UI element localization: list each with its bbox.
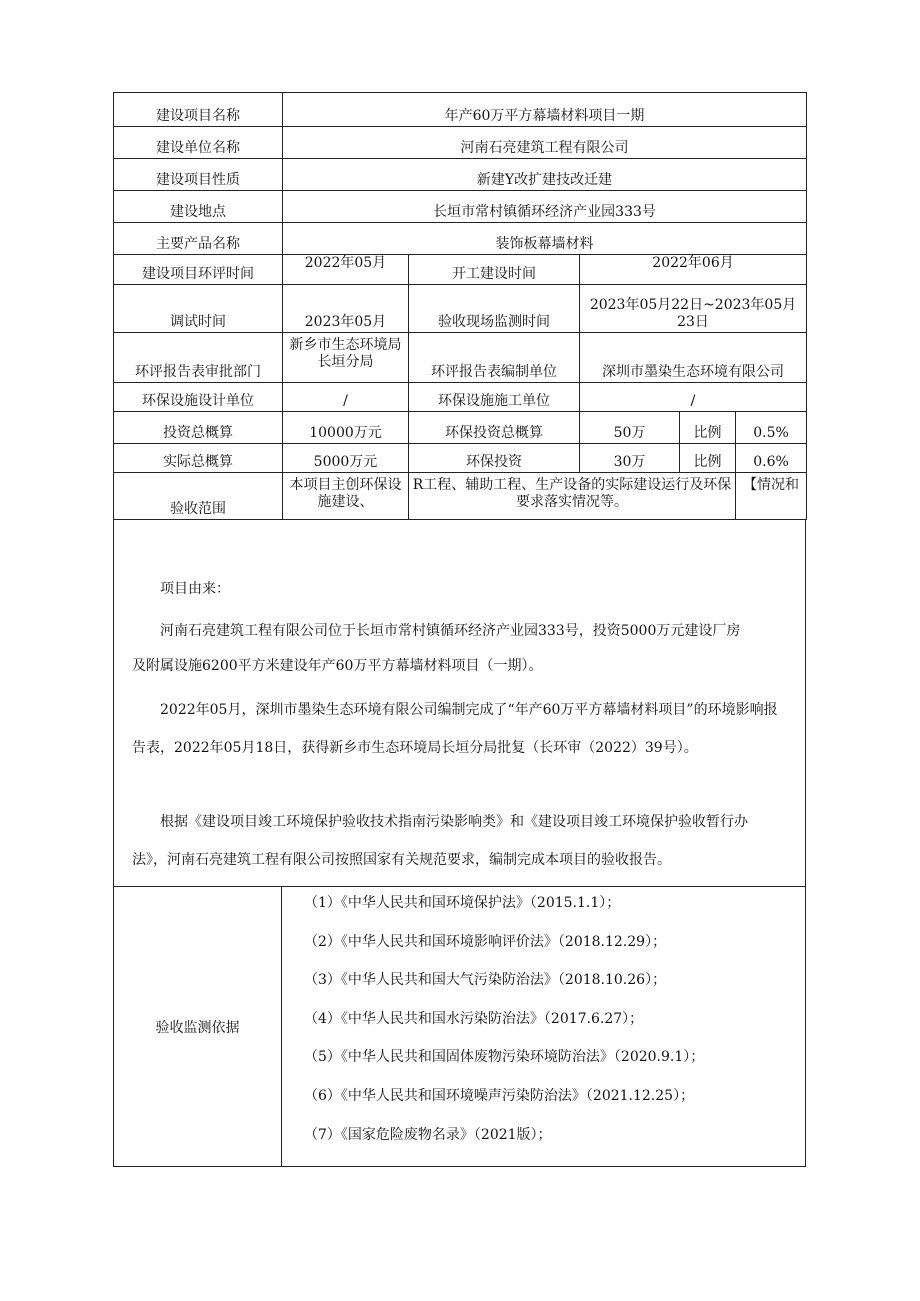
debug-time-label: 调试时间 [114,285,283,333]
table-row [114,473,807,520]
design-unit-value: / [283,383,409,412]
project-name-label: 建设项目名称 [114,93,283,127]
product-value: 装饰板幕墙材料 [283,223,807,255]
list-item: （7）《国家危险废物名录》（2021版）； [304,1126,552,1143]
env-invest-est-label: 环保投资总概算 [409,412,580,444]
ratio-label: 比例 [680,412,736,444]
list-item: （3）《中华人民共和国大气污染防治法》（2018.10.26）； [304,972,667,989]
monitor-time-label: 验收现场监测时间 [409,285,580,333]
scope-label: 验收范围 [114,473,283,520]
start-time-value: 2022年06月 [580,255,807,285]
list-item: （5）《中华人民共和国固体废物污染环境防治法》（2020.9.1）； [304,1049,705,1066]
actual-total-label: 实际总概算 [114,444,283,473]
approval-dept-value: 新乡市生态环境局长垣分局 [283,333,409,383]
ratio-label: 比例 [680,444,736,473]
project-origin-section [113,520,806,887]
product-label: 主要产品名称 [114,223,283,255]
compile-unit-label: 环评报告表编制单位 [409,333,580,383]
ratio-value: 0.6% [736,444,807,473]
list-item: （6）《中华人民共和国环境噪声污染防治法》（2021.12.25）； [304,1087,695,1104]
nature-label: 建设项目性质 [114,159,283,191]
intro-paragraph-1: 河南石亮建筑工程有限公司位于长垣市常村镇循环经济产业园333号，投资5000万元建设厂房及附属设施6200平方米建设年产60万平方幕墙材料项目（一期）。 [132,623,741,674]
table-row [114,285,807,333]
env-invest-est-value: 50万 [580,412,680,444]
table-row [114,191,807,223]
approval-dept-label: 环评报告表审批部门 [114,333,283,383]
section-heading: 项目由来： [160,581,230,597]
project-info-table [113,92,807,520]
basis-list [304,893,704,1163]
unit-label: 建设单位名称 [114,127,283,159]
scope-part-3: 【情况和 [736,473,807,520]
start-time-label: 开工建设时间 [409,255,580,285]
table-row [114,255,807,285]
list-item: （1）《中华人民共和国环境保护法》（2015.1.1）； [304,895,621,911]
monitor-time-value: 2023年05月22日~2023年05月23日 [580,285,807,333]
design-unit-label: 环保设施设计单位 [114,383,283,412]
intro-paragraph-3: 根据《建设项目竣工环境保护验收技术指南污染影响类》和《建设项目竣工环境保护验收暂行办法》，河南石亮建筑工程有限公司按照国家有关规范要求，编制完成本项目的验收报告。 [132,814,748,868]
env-invest-label: 环保投资 [409,444,580,473]
table-row [114,333,807,383]
list-item: （4）《中华人民共和国水污染防治法》（2017.6.27）； [304,1010,644,1027]
table-row [114,159,807,191]
debug-time-value: 2023年05月 [283,285,409,333]
scope-part-1: 本项目主创环保设施建设、 [283,473,409,520]
location-value: 长垣市常村镇循环经济产业园333号 [283,191,807,223]
unit-value: 河南石亮建筑工程有限公司 [283,127,807,159]
table-row [114,93,807,127]
report-sheet [113,92,806,1167]
invest-total-value: 10000万元 [283,412,409,444]
table-row [114,383,807,412]
table-row [114,412,807,444]
monitoring-basis-section [113,887,806,1167]
env-invest-value: 30万 [580,444,680,473]
construct-unit-label: 环保设施施工单位 [409,383,580,412]
project-name-value: 年产60万平方幕墙材料项目一期 [283,93,807,127]
location-label: 建设地点 [114,191,283,223]
invest-total-label: 投资总概算 [114,412,283,444]
scope-part-2: R工程、辅助工程、生产设备的实际建设运行及环保要求落实情况等。 [409,473,736,520]
nature-value: 新建Y改扩建技改迁建 [283,159,807,191]
list-item: （2）《中华人民共和国环境影响评价法》（2018.12.29）； [304,933,667,950]
intro-paragraph-2: 2022年05月，深圳市墨染生态环境有限公司编制完成了“年产60万平方幕墙材料项目”的环境影响报告表，2022年05月18日，获得新乡市生态环境局长垣分局批复（长环审（2022）39号）。 [132,702,778,756]
construct-unit-value: / [580,383,807,412]
basis-label: 验收监测依据 [114,887,282,1166]
compile-unit-value: 深圳市墨染生态环境有限公司 [580,333,807,383]
eia-time-value: 2022年05月 [283,255,409,285]
table-row [114,223,807,255]
table-row [114,127,807,159]
table-row [114,444,807,473]
ratio-value: 0.5% [736,412,807,444]
eia-time-label: 建设项目环评时间 [114,255,283,285]
actual-total-value: 5000万元 [283,444,409,473]
